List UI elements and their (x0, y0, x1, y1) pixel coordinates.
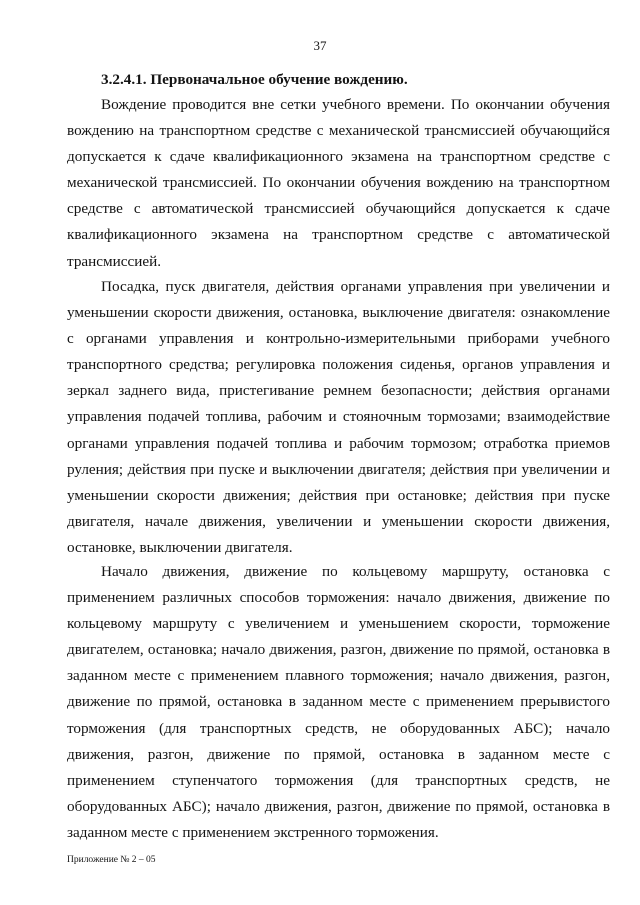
section-heading: 3.2.4.1. Первоначальное обучение вождению. (101, 71, 408, 88)
page-footer: Приложение № 2 – 05 (67, 855, 156, 865)
paragraph-controls-basics: Посадка, пуск двигателя, действия органами управления при увеличении и уменьшении скорости движения, остановка, выключение двигателя: ознакомление с органами управления и контрольно-измерительными приборами учебного транспортного средства; регулировка положения сиденья, органов управления и зеркал заднего вида, пристегивание ремнем безопасности; действия органами управления подачей топлива, рабочим и стояночным тормозами; взаимодействие органами управления подачей топлива и рабочим тормозом; отработка приемов руления; действия при пуске и выключении двигателя; действия при увеличении и уменьшении скорости движения; действия при остановке; действия при пуске двигателя, начале движения, увеличении и уменьшении скорости движения, остановке, выключении двигателя. (67, 278, 610, 556)
paragraph-driving-schedule: Вождение проводится вне сетки учебного времени. По окончании обучения вождению на транспортном средстве с механической трансмиссией обучающийся допускается к сдаче квалификационного экзамена на транспортном средстве с механической трансмиссией. По окончании обучения вождению на транспортном средстве с автоматической трансмиссией обучающийся допускается к сдаче квалификационного экзамена на транспортном средстве с автоматической трансмиссией. (67, 96, 610, 270)
page-number: 37 (313, 38, 327, 53)
paragraph-braking-exercises: Начало движения, движение по кольцевому маршруту, остановка с применением различных способов торможения: начало движения, движение по кольцевому маршруту с увеличением и уменьшением скорости, торможение двигателем, остановка; начало движения, разгон, движение по прямой, остановка в заданном месте с применением плавного торможения; начало движения, разгон, движение по прямой, остановка в заданном месте с применением прерывистого торможения (для транспортных средств, не оборудованных АБС); начало движения, разгон, движение по прямой, остановка в заданном месте с применением ступенчатого торможения (для транспортных средств, не оборудованных АБС); начало движения, разгон, движение по прямой, остановка в заданном месте с применением экстренного торможения. (67, 563, 610, 841)
